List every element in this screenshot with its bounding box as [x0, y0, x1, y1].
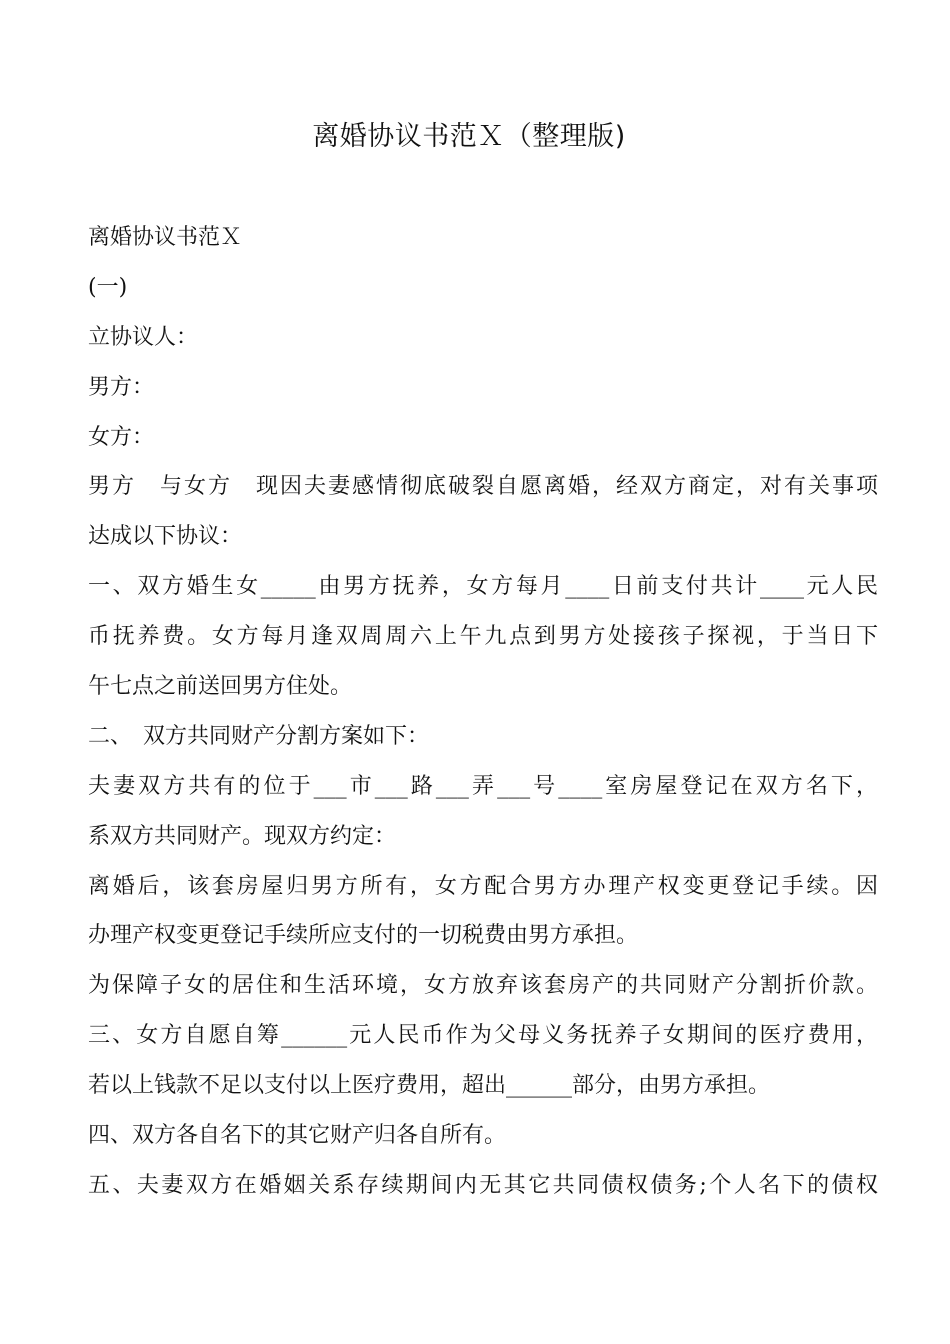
paragraph-line: 五、夫妻双方在婚姻关系存续期间内无其它共同债权债务;个人名下的债权	[88, 1172, 878, 1198]
paragraph-line: 四、双方各自名下的其它财产归各自所有。	[88, 1123, 507, 1149]
paragraph-line: 若以上钱款不足以支付以上医疗费用，超出______部分，由男方承担。	[88, 1073, 771, 1099]
section-number: (一)	[88, 274, 128, 300]
male-party-label: 男方：	[88, 374, 155, 400]
paragraph-line: 离婚后，该套房屋归男方所有，女方配合男方办理产权变更登记手续。因	[88, 873, 878, 899]
document-title: 离婚协议书范Ｘ（整理版)	[312, 121, 626, 152]
paragraph-line: 男方 与女方 现因夫妻感情彻底破裂自愿离婚，经双方商定，对有关事项	[88, 474, 878, 500]
female-party-label: 女方：	[88, 424, 155, 450]
paragraph-line: 办理产权变更登记手续所应支付的一切税费由男方承担。	[88, 923, 639, 949]
paragraph-line: 三、女方自愿自筹______元人民币作为父母义务抚养子女期间的医疗费用，	[88, 1023, 878, 1049]
paragraph-line: 币抚养费。女方每月逢双周周六上午九点到男方处接孩子探视，于当日下	[88, 624, 878, 650]
document-body	[88, 213, 878, 1211]
paragraph-line: 午七点之前送回男方住处。	[88, 674, 353, 700]
parties-label: 立协议人：	[88, 324, 199, 350]
paragraph-line: 为保障子女的居住和生活环境，女方放弃该套房产的共同财产分割折价款。	[88, 973, 878, 999]
paragraph-line: 系双方共同财产。现双方约定：	[88, 823, 397, 849]
paragraph-line: 达成以下协议：	[88, 524, 243, 550]
paragraph-line: 夫妻双方共有的位于___市___路___弄___号____室房屋登记在双方名下，	[88, 773, 878, 799]
subtitle-line: 离婚协议书范Ｘ	[88, 225, 243, 250]
clause-heading: 二、 双方共同财产分割方案如下：	[88, 723, 430, 749]
paragraph-line: 一、双方婚生女_____由男方抚养，女方每月____日前支付共计____元人民	[88, 574, 878, 600]
